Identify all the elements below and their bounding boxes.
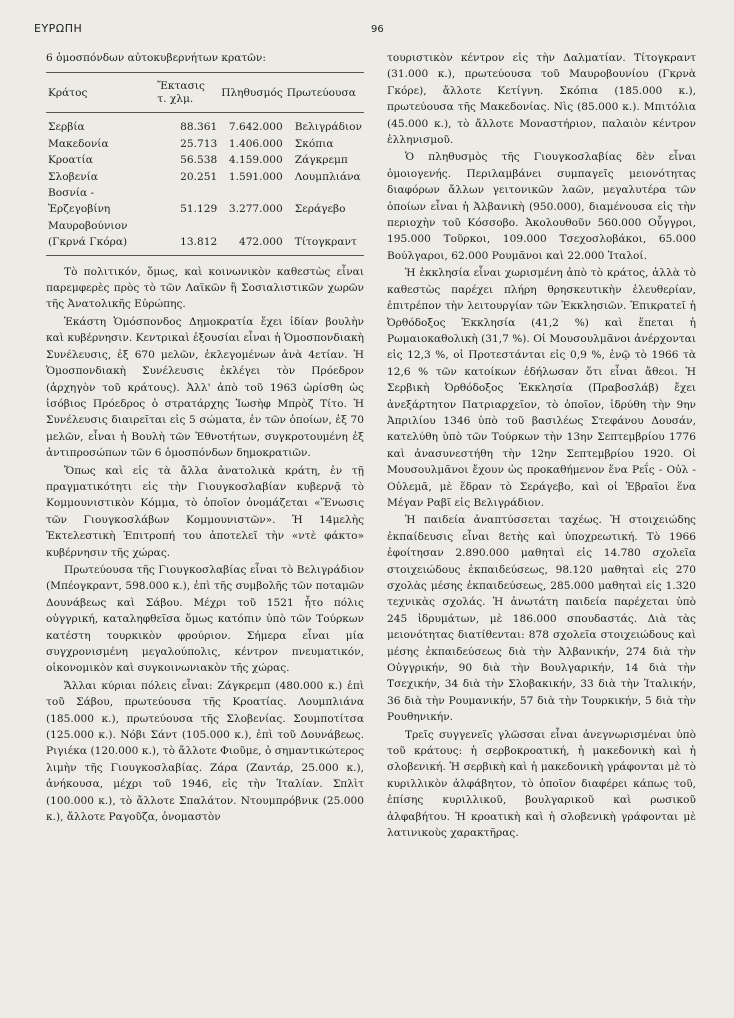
state-capital: Ζάγκρεμπ	[294, 154, 348, 167]
state-capital: Τίτογκραντ	[294, 236, 357, 249]
table-row	[46, 218, 364, 255]
state-capital: Σεράγεβο	[294, 203, 346, 216]
paragraph-population: Ὁ πληθυσμὸς τῆς Γιουγκοσλαβίας δὲν εἶναι ὁμοιογενής. Περιλαμβάνει συμπαγεῖς μειονότητας διαφόρων ἄλλων γειτονικῶν λαῶν, μεγαλυτέρα τῶν ὁποίων εἶναι ἡ Ἀλβανικὴ (950.000), διαμένουσα εἰς τὴν περιοχὴν τοῦ Κόσσοβο. Ἀκολουθοῦν 560.000 Οὖγγροι, 195.000 Τοῦρκοι, 109.000 Τσεχοσλοβάκοι, 65.000 Βούλγαροι, 62.000 Ρουμᾶνοι καὶ 22.000 Ἰταλοί.	[387, 151, 696, 262]
right-column	[387, 50, 696, 843]
running-head: ΕΥΡΩΠΗ	[34, 22, 83, 35]
column-header-area: Ἔκτασις τ. χλμ.	[157, 80, 205, 106]
paragraph-cities-continued: τουριστικὸν κέντρον εἰς τὴν Δαλματίαν. Τίτογκραντ (31.000 κ.), πρωτεύουσα τοῦ Μαυροβουνίου (Γκρνὰ Γκόρε), ἄλλοτε Κετίγνη. Σκόπια (185.000 κ.), πρωτεύουσα τῆς Μακεδονίας. Νὶς (85.000 κ.). Μπιτόλια (45.000 κ.), τὸ ἄλλοτε Μοναστήριον, παλαιὸν κέντρον ἑλληνισμοῦ.	[387, 52, 696, 147]
table-row	[46, 113, 364, 136]
state-capital: Λουμπλιάνα	[294, 170, 361, 183]
paragraph-capital-belgrade: Πρωτεύουσα τῆς Γιουγκοσλαβίας εἶναι τὸ Βελιγράδιον (Μπέογκραντ, 598.000 κ.), ἐπὶ τῆς συμβολῆς τῶν ποταμῶν Δουνάβεως καὶ Σάβου. Μέχρι τοῦ 1521 ἦτο πόλις οὐγγρική, καταληφθεῖσα ὅμως κατόπιν ὑπὸ τῶν Τούρκων κατέστη τουρκικὸν φρούριον. Σήμερα εἶναι μία συγχρονισμένη μεγαλούπολις, κέντρον πνευματικόν, οἰκονομικὸν καὶ συγκοινωνιακὸν τῆς χώρας.	[46, 563, 364, 675]
state-area: 56.538	[180, 154, 218, 167]
state-name: Σερβία	[48, 121, 85, 134]
paragraph-communist-party: Ὅπως καὶ εἰς τὰ ἄλλα ἀνατολικὰ κράτη, ἐν τῇ πραγματικότητι εἰς τὴν Γιουγκοσλαβίαν κυβερνᾷ τὸ Κομμουνιστικὸν Κόμμα, τὸ ὁποῖον ὀνομάζεται «Ἕνωσις τῶν Γιουγκοσλάβων Κομμουνιστῶν». Ἡ 14μελὴς Ἐκτελεστικὴ Ἐπιτροπή του ἀποτελεῖ τὴν «ντὲ φάκτο» κυβέρνησιν τῆς χώρας.	[46, 464, 364, 559]
state-population: 3.277.000	[228, 203, 283, 216]
paragraph-government: Ἑκάστη Ὁμόσπονδος Δημοκρατία ἔχει ἰδίαν βουλὴν καὶ κυβέρνησιν. Κεντρικαὶ ἐξουσίαι εἶναι ἡ Ὁμοσπονδιακὴ Συνέλευσις, ἐξ 670 μελῶν, ἐκλεγομένων ἀνὰ 4ετίαν. Ἡ Ὁμοσπονδιακὴ Συνέλευσις ἐκλέγει τὸν Πρόεδρον (ἀρχηγὸν τοῦ κράτους). Ἀλλ' ἀπὸ τοῦ 1963 ὡρίσθη ὡς ἰσόβιος Πρόεδρος ὁ στρατάρχης Ἰωσὴφ Μπρὸζ Τίτο. Ἡ Συνέλευσις διαιρεῖται εἰς 5 σώματα, ἐν τῶν ὁποίων, ἐξ 70 μελῶν, εἶναι ἡ Βουλὴ τῶν Ἐθνοτήτων, συγκροτουμένη ἐξ ἀντιπροσώπων τῶν 6 ὁμοσπόνδων δημοκρατιῶν.	[46, 315, 364, 460]
state-capital: Βελιγράδιον	[294, 121, 362, 134]
column-header-state: Κράτος	[48, 86, 88, 99]
paragraph-religion: Ἡ ἐκκλησία εἶναι χωρισμένη ἀπὸ τὸ κράτος, ἀλλὰ τὸ καθεστὼς παρέχει πλήρη θρησκευτικὴν ἐλευθερίαν, ἐπιτρέπον τὴν λειτουργίαν τῶν Ἐκκλησιῶν. Ἐπικρατεῖ ἡ Ὀρθόδοξος Ἐκκλησία (41,2 %) καὶ ἕπεται ἡ Ρωμαιοκαθολικὴ (31,7 %). Οἱ Μουσουλμᾶνοι ἀνέρχονται εἰς 12,3 %, οἱ Προτεστάνται εἰς 0,9 %, ἐνῷ τὸ 1966 τὰ 12,6 % τῶν κατοίκων ἐδήλωσαν ὅτι εἶναι ἄθεοι. Ἡ Σερβικὴ Ὀρθόδοξος Ἐκκλησία (Πραβοσλάβ) ἔχει ἀνεξάρτητον Πατριαρχεῖον, τὸ ὁποῖον, ἱδρύθη τὴν 9ην Ἀπριλίου 1346 ὑπὸ τοῦ βασιλέως Στεφάνου Δουσάν, κατελύθη ὑπὸ τῶν Τούρκων τὴν 13ην Σεπτεμβρίου 1776 καὶ ἀνασυνεστήθη τὴν 12ην Σεπτεμβρίου 1920. Οἱ Μουσουλμᾶνοι ἔχουν ὡς προκαθήμενον ἕνα Ρεΐς - Οὐλ - Οὐλεμᾶ, μὲ ἕδραν τὸ Σεράγεβο, καὶ οἱ Ἑβραῖοι ἕνα Μέγαν Ραβῖ εἰς Βελιγράδιον.	[387, 267, 696, 509]
paragraph-political-regime: Τὸ πολιτικόν, ὅμως, καὶ κοινωνικὸν καθεστὼς εἶναι παρεμφερὲς πρὸς τὸ τῶν Λαϊκῶν ἢ Σοσιαλιστικῶν χωρῶν τῆς Ἀνατολικῆς Εὐρώπης.	[46, 265, 364, 311]
federal-states-table	[46, 72, 364, 255]
column-header-population: Πληθυσμός	[221, 86, 283, 99]
paragraph-other-cities: Ἄλλαι κύριαι πόλεις εἶναι: Ζάγκρεμπ (480.000 κ.) ἐπὶ τοῦ Σάβου, πρωτεύουσα τῆς Κροατίας. Λουμπλιάνα (185.000 κ.), πρωτεύουσα τῆς Σλοβενίας. Σουμποτίτσα (125.000 κ.). Νόβι Σάντ (105.000 κ.), ἐπὶ τοῦ Δουνάβεως. Ριγιέκα (120.000 κ.), τὸ ἄλλοτε Φιοῦμε, ὁ σημαντικώτερος λιμὴν τῆς Γιουγκοσλαβίας. Ζάρα (Ζαντάρ, 25.000 κ.), ἀνήκουσα, μέχρι τοῦ 1946, εἰς τὴν Ἰταλίαν. Σπλὶτ (100.000 κ.), τὸ ἄλλοτε Σπαλάτον. Ντουμπρόβνικ (25.000 κ.), ἄλλοτε Ραγοῦζα, ὀνομαστὸν	[46, 679, 364, 824]
state-area: 88.361	[180, 121, 218, 134]
state-name: Βοσνία - Ἐρζεγοβίνη	[48, 187, 111, 216]
state-area: 51.129	[180, 203, 218, 216]
state-population: 4.159.000	[228, 154, 283, 167]
table-intro: 6 ὁμοσπόνδων αὐτοκυβερνήτων κρατῶν:	[46, 52, 266, 64]
state-population: 7.642.000	[228, 121, 283, 134]
state-area: 20.251	[180, 170, 218, 183]
paragraph-education: Ἡ παιδεία ἀναπτύσσεται ταχέως. Ἡ στοιχειώδης ἐκπαίδευσις εἶναι 8ετὴς καὶ ὑποχρεωτική. Τὸ 1966 ἐφοίτησαν 2.890.000 μαθηταὶ εἰς 14.780 σχολεῖα στοιχειώδους ἐκπαιδεύσεως, 98.120 μαθηταὶ εἰς 270 σχολὰς μέσης ἐκπαιδεύσεως, 285.000 μαθηταὶ εἰς 1.320 τεχνικὰς σχολάς. Ἡ ἀνωτάτη παιδεία παρέχεται ὑπὸ 245 ἱδρυμάτων, μὲ 186.000 σπουδαστάς. Διὰ τὰς μειονότητας διατίθενται: 878 σχολεῖα στοιχειώδους καὶ μέσης ἐκπαιδεύσεως διὰ τὴν Ἀλβανικήν, 274 διὰ τὴν Οὐγγρικήν, 90 διὰ τὴν Βουλγαρικήν, 14 διὰ τὴν Τσεχικήν, 34 διὰ τὴν Σλοβακικήν, 33 διὰ τὴν Ἰταλικήν, 36 διὰ τὴν Ρουμανικήν, 57 διὰ τὴν Τουρκικήν, 5 διὰ τὴν Ρουθηνικήν.	[387, 514, 696, 724]
state-capital: Σκόπια	[294, 137, 334, 150]
state-name: Κροατία	[48, 154, 93, 167]
table-row	[46, 169, 364, 185]
state-area: 25.713	[180, 137, 218, 150]
state-name: Μαυροβούνιον (Γκρνά Γκόρα)	[48, 219, 128, 249]
table-row	[46, 185, 364, 218]
table-row	[46, 136, 364, 152]
state-population: 1.591.000	[228, 170, 283, 183]
column-header-capital: Πρωτεύουσα	[286, 86, 356, 99]
paragraph-languages: Τρεῖς συγγενεῖς γλῶσσαι εἶναι ἀνεγνωρισμέναι ὑπὸ τοῦ κράτους: ἡ σερβοκροατική, ἡ μακεδονικὴ καὶ ἡ σλοβενική. Ἡ σερβικὴ καὶ ἡ μακεδονικὴ γράφονται μὲ τὸ κυριλλικὸν ἀλφάβητον, τὸ ὁποῖον διαφέρει κάπως τοῦ, ἐπίσης κυριλλικοῦ, βουλγαρικοῦ καὶ ρωσικοῦ ἀλφαβήτου. Ἡ κροατικὴ καὶ ἡ σλοβενικὴ γράφονται μὲ λατινικοὺς χαρακτῆρας.	[387, 728, 696, 840]
page-number: 96	[371, 24, 384, 35]
state-name: Μακεδονία	[48, 137, 109, 150]
table-header-row	[46, 73, 364, 113]
left-column	[46, 50, 364, 826]
state-area: 13.812	[180, 236, 218, 249]
table-row	[46, 152, 364, 168]
state-population: 472.000	[238, 236, 283, 249]
state-population: 1.406.000	[228, 137, 283, 150]
state-name: Σλοβενία	[48, 170, 98, 183]
